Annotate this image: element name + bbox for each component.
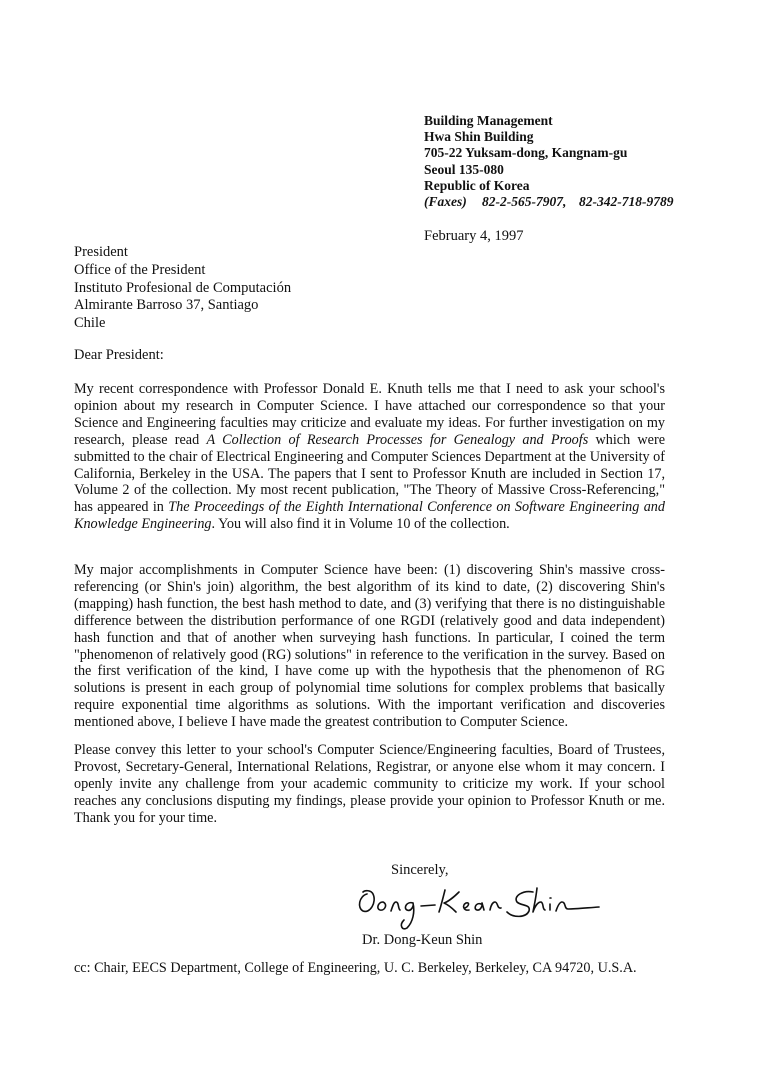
sender-line: Building Management [424, 113, 553, 128]
body-paragraph-2: My major accomplishments in Computer Science have been: (1) discovering Shin's massive cross-referencing (or Shin's join) algorithm, the best algorithm of its kind to date, (2) discovering Shin's (mapping) hash function, the best hash method to date, and (3) verifying that there is no distinguishable difference between the distribution performance of one RGDI (relatively good and data independent) hash function and that of another when surveying hash functions. In particular, I coined the term "phenomenon of relatively good (RG) solutions" in reference to the verification in the survey. Based on the first verification of the kind, I have come up with the hypothesis that the phenomenon of RG solutions is present in each group of polynomial time solutions for complex problems that basically require exponential time algorithms as solutions. With the important verification and discoveries mentioned above, I believe I have made the greatest contribution to Computer Science. [74, 562, 665, 731]
paragraph-text: which were submitted to the chair of Electrical Engineering and Computer Sciences Department at the University of California, Berkeley in the USA. The papers that I sent to Professor Knuth are included in Section 17, Volume 2 of the collection. My most recent publication, "The Theory of Massive Cross-Referencing," has appeared in [74, 431, 665, 516]
signer-name: Dr. Dong-Keun Shin [362, 932, 483, 948]
recipient-line: Chile [74, 315, 106, 332]
publication-title: The Proceedings of the Eighth International Conference on Software Engineering and Knowledge Engineering [74, 499, 665, 533]
salutation: Dear President: [74, 347, 164, 363]
letter-date: February 4, 1997 [424, 228, 524, 244]
body-paragraph-3: Please convey this letter to your school's Computer Science/Engineering faculties, Board of Trustees, Provost, Secretary-General, International Relations, Registrar, or anyone else whom it may concern. I openly invite any challenge from your academic community to criticize my work. If your school reaches any conclusions disputing my findings, please provide your opinion to Professor Knuth or me. Thank you for your time. [74, 742, 665, 826]
recipient-line: President [74, 244, 128, 260]
paragraph-text: My recent correspondence with Professor Donald E. Knuth tells me that I need to ask your school's opinion about my research in Computer Science. I have attached our correspondence so that your Science and Engineering faculties may criticize and evaluate my ideas. For further investigation on my research, please read [74, 381, 665, 448]
recipient-line: Office of the President [74, 261, 206, 278]
recipient-line: Instituto Profesional de Computación [74, 279, 292, 296]
cc-line: cc: Chair, EECS Department, College of Engineering, U. C. Berkeley, Berkeley, CA 94720, U.S.A. [74, 960, 637, 976]
closing: Sincerely, [391, 862, 449, 878]
sender-line: Hwa Shin Building [424, 129, 534, 145]
fax-number-2: 82-342-718-9789 [579, 194, 674, 210]
handwritten-signature [355, 878, 605, 934]
recipient-address-block [74, 244, 291, 333]
fax-number-1: 82-2-565-7907, [482, 194, 567, 210]
recipient-line: Almirante Barroso 37, Santiago [74, 297, 259, 314]
body-paragraph-1 [74, 381, 665, 533]
sender-line: Seoul 135-080 [424, 161, 504, 177]
fax-label: (Faxes) [424, 194, 467, 210]
fax-numbers [424, 194, 674, 210]
sender-address-block [424, 113, 674, 210]
sender-line: 705-22 Yuksam-dong, Kangnam-gu [424, 145, 628, 161]
publication-title: A Collection of Research Processes for Genealogy and Proofs [206, 431, 589, 448]
sender-line: Republic of Korea [424, 177, 530, 193]
paragraph-text: . You will also find it in Volume 10 of the collection. [211, 516, 510, 533]
